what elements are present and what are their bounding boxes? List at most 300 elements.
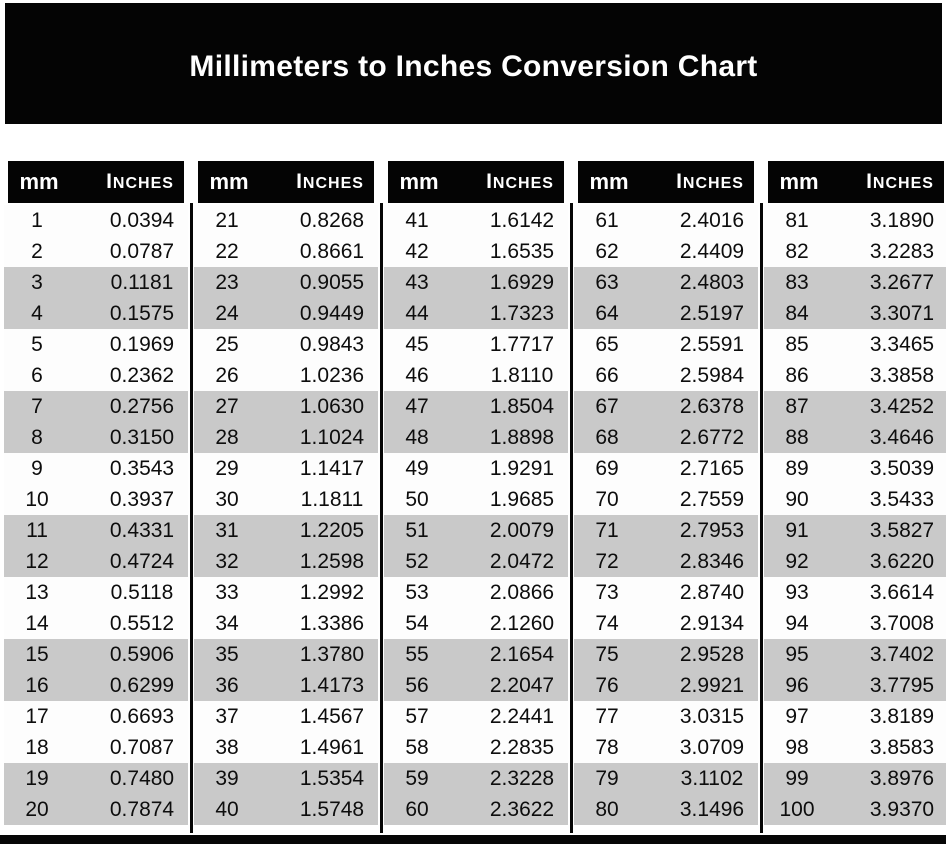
mm-value: 65 [595, 332, 619, 356]
table-row [4, 422, 188, 453]
mm-value: 68 [595, 425, 619, 449]
table-row [384, 732, 568, 763]
inches-value: 1.6142 [489, 208, 555, 232]
mm-value: 33 [215, 580, 239, 604]
inches-value: 1.4173 [299, 673, 365, 697]
mm-value: 43 [405, 270, 429, 294]
inches-value: 2.7165 [679, 456, 745, 480]
inches-value: 0.8661 [299, 239, 365, 263]
inches-value: 2.5197 [679, 301, 745, 325]
table-row [384, 608, 568, 639]
inches-value: 2.7559 [679, 487, 745, 511]
column-header-inches [450, 170, 564, 194]
inches-value: 1.7323 [489, 301, 555, 325]
column-header-inches [260, 170, 374, 194]
table-row [764, 484, 946, 515]
mm-value: 39 [215, 766, 239, 790]
table-body [4, 205, 188, 825]
inches-value: 1.1024 [299, 425, 365, 449]
inches-value: 2.0866 [489, 580, 555, 604]
table-row [4, 639, 188, 670]
mm-value: 76 [595, 673, 619, 697]
table-row [384, 453, 568, 484]
mm-value: 7 [31, 394, 43, 418]
table-divider [190, 203, 193, 833]
table-row [194, 360, 378, 391]
inches-value: 0.1181 [110, 270, 174, 294]
table-row [574, 608, 758, 639]
inches-value: 2.8346 [679, 549, 745, 573]
mm-value: 54 [405, 611, 429, 635]
mm-value: 78 [595, 735, 619, 759]
mm-value: 44 [405, 301, 429, 325]
mm-value: 90 [785, 487, 809, 511]
mm-value: 16 [25, 673, 49, 697]
inches-value: 2.6378 [679, 394, 745, 418]
mm-value: 98 [785, 735, 809, 759]
inches-value: 3.7402 [869, 642, 935, 666]
inches-value: 3.4646 [869, 425, 935, 449]
mm-value: 93 [785, 580, 809, 604]
inches-initial: I [676, 170, 683, 193]
mm-value: 15 [25, 642, 49, 666]
inches-rest: NCHES [112, 175, 174, 192]
table-row [194, 577, 378, 608]
table-row [384, 794, 568, 825]
table-row [384, 205, 568, 236]
inches-value: 3.5827 [869, 518, 935, 542]
table-row [764, 360, 946, 391]
table-row [4, 453, 188, 484]
inches-value: 0.5906 [109, 642, 175, 666]
table-divider [760, 203, 763, 833]
table-header [388, 161, 564, 203]
inches-value: 1.3386 [299, 611, 365, 635]
inches-value: 3.8189 [869, 704, 935, 728]
table-row [194, 608, 378, 639]
inches-rest: NCHES [492, 175, 554, 192]
table-row [574, 670, 758, 701]
table-row [194, 546, 378, 577]
conversion-table-2 [198, 161, 374, 825]
table-row [574, 298, 758, 329]
mm-value: 72 [595, 549, 619, 573]
table-row [384, 546, 568, 577]
table-row [194, 670, 378, 701]
table-row [4, 732, 188, 763]
table-row [574, 701, 758, 732]
tables-container [8, 161, 944, 833]
table-row [194, 422, 378, 453]
inches-value: 2.2441 [489, 704, 555, 728]
table-row [384, 577, 568, 608]
table-row [764, 391, 946, 422]
table-header [768, 161, 944, 203]
mm-value: 50 [405, 487, 429, 511]
table-row [384, 422, 568, 453]
mm-value: 94 [785, 611, 809, 635]
inches-value: 0.6299 [109, 673, 175, 697]
inches-initial: I [296, 170, 303, 193]
inches-value: 3.8583 [869, 735, 935, 759]
mm-value: 24 [215, 301, 239, 325]
table-row [194, 391, 378, 422]
mm-value: 47 [405, 394, 429, 418]
mm-value: 13 [25, 580, 49, 604]
table-divider [570, 203, 573, 833]
table-row [574, 546, 758, 577]
table-row [574, 329, 758, 360]
mm-value: 23 [215, 270, 239, 294]
inches-initial: I [486, 170, 493, 193]
inches-value: 0.3937 [109, 487, 175, 511]
table-row [384, 670, 568, 701]
table-row [574, 639, 758, 670]
table-header [578, 161, 754, 203]
table-row [764, 236, 946, 267]
inches-value: 2.4409 [679, 239, 745, 263]
table-row [574, 732, 758, 763]
mm-value: 27 [215, 394, 239, 418]
table-row [764, 763, 946, 794]
mm-value: 14 [25, 611, 49, 635]
table-divider [380, 203, 383, 833]
mm-value: 5 [31, 332, 43, 356]
table-row [4, 515, 188, 546]
inches-value: 1.9685 [489, 487, 555, 511]
mm-value: 29 [215, 456, 239, 480]
inches-value: 1.4567 [299, 704, 365, 728]
inches-value: 2.7953 [679, 518, 745, 542]
mm-value: 10 [25, 487, 49, 511]
table-row [194, 453, 378, 484]
table-row [4, 608, 188, 639]
table-row [4, 794, 188, 825]
mm-value: 73 [595, 580, 619, 604]
inches-value: 1.9291 [489, 456, 555, 480]
title-bar [5, 3, 942, 124]
inches-value: 0.2756 [109, 394, 175, 418]
column-header-mm: mm [209, 169, 249, 194]
table-row [764, 577, 946, 608]
table-row [194, 732, 378, 763]
column-header-inches [70, 170, 184, 194]
mm-value: 79 [595, 766, 619, 790]
mm-value: 3 [31, 270, 43, 294]
mm-value: 30 [215, 487, 239, 511]
table-row [4, 298, 188, 329]
mm-value: 88 [785, 425, 809, 449]
inches-value: 3.6220 [869, 549, 935, 573]
inches-value: 3.0315 [679, 704, 745, 728]
mm-value: 46 [405, 363, 429, 387]
mm-value: 74 [595, 611, 619, 635]
inches-value: 2.6772 [679, 425, 745, 449]
table-row [574, 515, 758, 546]
table-row [384, 391, 568, 422]
inches-value: 2.3228 [489, 766, 555, 790]
mm-value: 75 [595, 642, 619, 666]
inches-value: 0.7480 [109, 766, 175, 790]
table-row [194, 267, 378, 298]
table-row [764, 670, 946, 701]
column-header-mm: mm [589, 169, 629, 194]
table-row [384, 639, 568, 670]
mm-value: 40 [215, 797, 239, 821]
mm-value: 37 [215, 704, 239, 728]
mm-value: 61 [595, 208, 619, 232]
column-header-mm: mm [779, 169, 819, 194]
inches-value: 3.8976 [869, 766, 935, 790]
mm-value: 83 [785, 270, 809, 294]
inches-value: 1.7717 [489, 332, 555, 356]
inches-value: 1.0630 [299, 394, 365, 418]
table-body [574, 205, 758, 825]
table-header [198, 161, 374, 203]
inches-value: 0.4724 [109, 549, 175, 573]
mm-value: 36 [215, 673, 239, 697]
table-row [764, 329, 946, 360]
mm-value: 32 [215, 549, 239, 573]
mm-value: 59 [405, 766, 429, 790]
mm-value: 100 [779, 797, 815, 821]
mm-value: 42 [405, 239, 429, 263]
table-row [4, 701, 188, 732]
mm-value: 77 [595, 704, 619, 728]
mm-value: 85 [785, 332, 809, 356]
table-row [574, 391, 758, 422]
inches-value: 3.7795 [869, 673, 935, 697]
mm-value: 48 [405, 425, 429, 449]
inches-rest: NCHES [302, 175, 364, 192]
mm-value: 26 [215, 363, 239, 387]
table-row [194, 205, 378, 236]
inches-value: 1.8504 [489, 394, 555, 418]
column-header-inches [640, 170, 754, 194]
inches-value: 1.0236 [299, 363, 365, 387]
inches-value: 1.1417 [299, 456, 365, 480]
table-row [764, 608, 946, 639]
table-row [4, 205, 188, 236]
mm-value: 49 [405, 456, 429, 480]
mm-value: 62 [595, 239, 619, 263]
table-row [574, 205, 758, 236]
inches-value: 3.1102 [680, 766, 744, 790]
table-row [764, 453, 946, 484]
inches-value: 2.0472 [489, 549, 555, 573]
mm-value: 95 [785, 642, 809, 666]
inches-value: 2.5591 [679, 332, 745, 356]
inches-value: 3.3465 [869, 332, 935, 356]
table-body [764, 205, 946, 825]
mm-value: 17 [25, 704, 49, 728]
inches-initial: I [866, 170, 873, 193]
mm-value: 34 [215, 611, 239, 635]
bottom-bar [0, 835, 946, 844]
inches-value: 1.3780 [299, 642, 365, 666]
table-row [4, 577, 188, 608]
mm-value: 80 [595, 797, 619, 821]
inches-value: 3.3071 [869, 301, 935, 325]
mm-value: 71 [595, 518, 619, 542]
mm-value: 4 [31, 301, 43, 325]
mm-value: 67 [595, 394, 619, 418]
mm-value: 97 [785, 704, 809, 728]
mm-value: 57 [405, 704, 429, 728]
table-row [4, 267, 188, 298]
mm-value: 91 [785, 518, 809, 542]
table-row [194, 298, 378, 329]
table-row [4, 484, 188, 515]
table-row [194, 794, 378, 825]
mm-value: 92 [785, 549, 809, 573]
mm-value: 28 [215, 425, 239, 449]
inches-value: 0.0394 [109, 208, 175, 232]
mm-value: 87 [785, 394, 809, 418]
inches-value: 0.7087 [109, 735, 175, 759]
inches-value: 2.9921 [679, 673, 745, 697]
mm-value: 66 [595, 363, 619, 387]
table-row [194, 763, 378, 794]
table-row [574, 763, 758, 794]
table-row [194, 484, 378, 515]
table-row [764, 205, 946, 236]
inches-value: 3.2283 [869, 239, 935, 263]
inches-value: 1.5354 [299, 766, 365, 790]
inches-initial: I [106, 170, 113, 193]
mm-value: 96 [785, 673, 809, 697]
table-row [574, 453, 758, 484]
mm-value: 70 [595, 487, 619, 511]
table-row [4, 763, 188, 794]
inches-value: 2.1260 [489, 611, 555, 635]
mm-value: 2 [31, 239, 43, 263]
inches-value: 1.1811 [300, 487, 364, 511]
mm-value: 1 [31, 208, 43, 232]
inches-value: 0.9055 [299, 270, 365, 294]
table-row [574, 236, 758, 267]
table-row [4, 670, 188, 701]
conversion-table-5 [768, 161, 944, 825]
mm-value: 20 [25, 797, 49, 821]
table-row [764, 701, 946, 732]
table-row [574, 360, 758, 391]
table-row [4, 236, 188, 267]
inches-value: 3.9370 [869, 797, 935, 821]
table-body [384, 205, 568, 825]
table-row [194, 701, 378, 732]
mm-value: 12 [25, 549, 49, 573]
mm-value: 52 [405, 549, 429, 573]
mm-value: 25 [215, 332, 239, 356]
inches-value: 1.2992 [299, 580, 365, 604]
mm-value: 53 [405, 580, 429, 604]
mm-value: 69 [595, 456, 619, 480]
mm-value: 11 [26, 518, 48, 542]
inches-value: 0.3150 [109, 425, 175, 449]
inches-value: 3.7008 [869, 611, 935, 635]
mm-value: 60 [405, 797, 429, 821]
inches-value: 0.5512 [109, 611, 175, 635]
mm-value: 86 [785, 363, 809, 387]
inches-value: 3.5039 [869, 456, 935, 480]
table-row [194, 515, 378, 546]
mm-value: 84 [785, 301, 809, 325]
mm-value: 51 [405, 518, 429, 542]
table-row [574, 484, 758, 515]
mm-value: 18 [25, 735, 49, 759]
inches-value: 1.8110 [490, 363, 554, 387]
table-row [764, 794, 946, 825]
mm-value: 82 [785, 239, 809, 263]
table-row [384, 298, 568, 329]
inches-value: 1.5748 [299, 797, 365, 821]
inches-value: 0.7874 [109, 797, 175, 821]
mm-value: 55 [405, 642, 429, 666]
table-row [384, 515, 568, 546]
inches-value: 2.9528 [679, 642, 745, 666]
table-row [4, 360, 188, 391]
table-row [384, 236, 568, 267]
conversion-table-4 [578, 161, 754, 825]
inches-value: 3.5433 [869, 487, 935, 511]
column-header-mm: mm [19, 169, 59, 194]
inches-value: 0.3543 [109, 456, 175, 480]
inches-value: 0.5118 [110, 580, 174, 604]
mm-value: 21 [215, 208, 239, 232]
table-row [384, 484, 568, 515]
table-row [764, 732, 946, 763]
inches-value: 0.6693 [109, 704, 175, 728]
inches-value: 2.5984 [679, 363, 745, 387]
table-row [764, 515, 946, 546]
table-row [194, 639, 378, 670]
mm-value: 45 [405, 332, 429, 356]
inches-value: 3.1890 [869, 208, 935, 232]
inches-value: 2.0079 [489, 518, 555, 542]
mm-value: 22 [215, 239, 239, 263]
mm-value: 35 [215, 642, 239, 666]
inches-value: 3.6614 [869, 580, 935, 604]
page-title: Millimeters to Inches Conversion Chart [189, 49, 758, 83]
table-body [194, 205, 378, 825]
mm-value: 6 [31, 363, 43, 387]
column-header-mm: mm [399, 169, 439, 194]
inches-value: 1.2205 [299, 518, 365, 542]
mm-value: 81 [785, 208, 809, 232]
mm-value: 8 [31, 425, 43, 449]
inches-value: 1.2598 [299, 549, 365, 573]
inches-value: 3.0709 [679, 735, 745, 759]
inches-value: 3.1496 [679, 797, 745, 821]
inches-value: 2.9134 [679, 611, 745, 635]
inches-rest: NCHES [872, 175, 934, 192]
inches-value: 0.4331 [109, 518, 175, 542]
table-row [574, 577, 758, 608]
table-row [384, 360, 568, 391]
table-row [764, 267, 946, 298]
inches-value: 0.1575 [109, 301, 175, 325]
inches-value: 0.0787 [109, 239, 175, 263]
mm-value: 41 [405, 208, 429, 232]
inches-value: 2.2835 [489, 735, 555, 759]
inches-value: 3.3858 [869, 363, 935, 387]
inches-value: 2.3622 [489, 797, 555, 821]
mm-value: 63 [595, 270, 619, 294]
inches-rest: NCHES [682, 175, 744, 192]
table-row [574, 794, 758, 825]
table-row [764, 546, 946, 577]
